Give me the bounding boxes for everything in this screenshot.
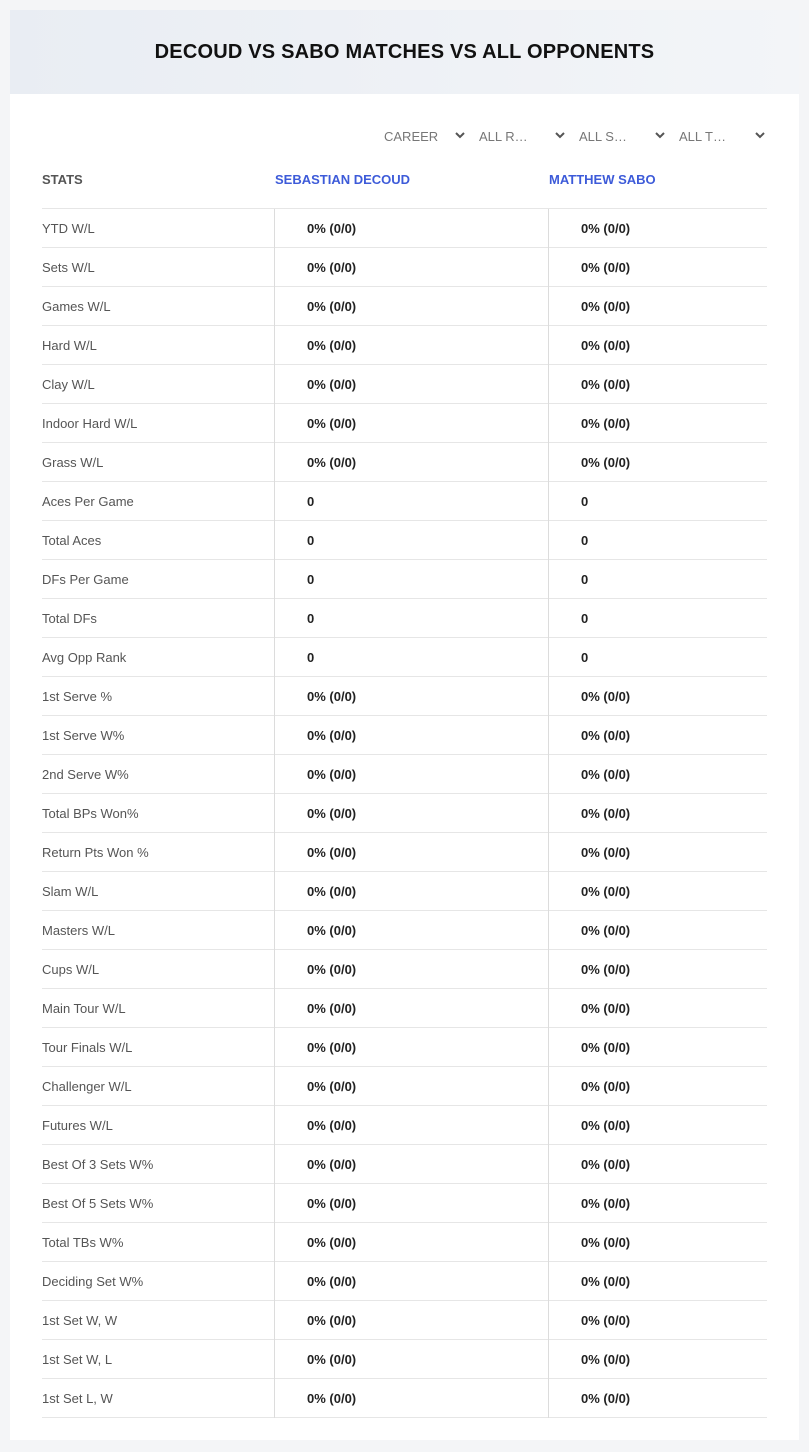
stat-label: Tour Finals W/L (42, 1040, 133, 1055)
table-row (42, 1106, 767, 1145)
player1-stat-value: 0% (0/0) (307, 728, 357, 743)
table-row (42, 677, 767, 716)
player1-stat-value: 0 (307, 572, 315, 587)
stat-label: Futures W/L (42, 1118, 113, 1133)
player2-stat-value: 0% (0/0) (581, 221, 631, 236)
stat-label: Cups W/L (42, 962, 100, 977)
column-divider (274, 248, 275, 287)
column-divider (548, 1106, 549, 1145)
player2-stat-value: 0% (0/0) (581, 260, 631, 275)
player1-stat-value: 0% (0/0) (307, 884, 357, 899)
stat-label: DFs Per Game (42, 572, 129, 587)
player1-stat-value: 0% (0/0) (307, 689, 357, 704)
stat-label: Aces Per Game (42, 494, 134, 509)
column-divider (548, 677, 549, 716)
player2-stat-value: 0 (581, 650, 589, 665)
table-row (42, 209, 767, 248)
table-row (42, 794, 767, 833)
column-divider (274, 911, 275, 950)
player2-stat-value: 0% (0/0) (581, 299, 631, 314)
stat-label: 1st Serve % (42, 689, 113, 704)
column-divider (548, 209, 549, 248)
player1-stat-value: 0% (0/0) (307, 1118, 357, 1133)
player1-stat-value: 0% (0/0) (307, 1157, 357, 1172)
filter-round-select[interactable] (479, 126, 566, 146)
column-divider (274, 560, 275, 599)
stat-label: Return Pts Won % (42, 845, 149, 860)
player1-stat-value: 0 (307, 533, 315, 548)
stat-label: YTD W/L (42, 221, 95, 236)
column-divider (274, 833, 275, 872)
player2-stat-value: 0% (0/0) (581, 1235, 631, 1250)
player1-stat-value: 0% (0/0) (307, 845, 357, 860)
chevron-down-icon (554, 129, 566, 141)
stat-label: 1st Set L, W (42, 1391, 113, 1406)
stat-label: 1st Set W, L (42, 1352, 113, 1367)
table-row (42, 521, 767, 560)
column-divider (274, 950, 275, 989)
stat-label: Total Aces (42, 533, 102, 548)
column-divider (548, 1184, 549, 1223)
column-divider (548, 248, 549, 287)
player2-stat-value: 0% (0/0) (581, 923, 631, 938)
table-row (42, 989, 767, 1028)
player1-stat-value: 0% (0/0) (307, 1001, 357, 1016)
column-divider (274, 599, 275, 638)
filter-surface-select[interactable] (579, 126, 666, 146)
player2-stat-value: 0% (0/0) (581, 884, 631, 899)
table-header (42, 170, 767, 209)
table-row (42, 638, 767, 677)
stat-label: 2nd Serve W% (42, 767, 129, 782)
stat-label: Total BPs Won% (42, 806, 139, 821)
column-divider (548, 1145, 549, 1184)
page-title: DECOUD VS SABO MATCHES VS ALL OPPONENTS (154, 40, 655, 63)
stat-label: Clay W/L (42, 377, 95, 392)
table-row (42, 833, 767, 872)
stat-label: Main Tour W/L (42, 1001, 126, 1016)
table-row (42, 1340, 767, 1379)
stats-column-header: STATS (42, 172, 83, 187)
player2-stat-value: 0% (0/0) (581, 1391, 631, 1406)
table-row (42, 287, 767, 326)
player2-stat-value: 0% (0/0) (581, 1118, 631, 1133)
player2-stat-value: 0% (0/0) (581, 962, 631, 977)
player2-stat-value: 0% (0/0) (581, 338, 631, 353)
column-divider (274, 482, 275, 521)
column-divider (274, 521, 275, 560)
player1-stat-value: 0% (0/0) (307, 299, 357, 314)
stat-label: Games W/L (42, 299, 111, 314)
table-row (42, 1301, 767, 1340)
stat-label: Grass W/L (42, 455, 104, 470)
table-row (42, 716, 767, 755)
table-row (42, 443, 767, 482)
table-row (42, 911, 767, 950)
column-divider (548, 1028, 549, 1067)
filter-tournament-label: ALL T… (679, 128, 726, 144)
table-row (42, 950, 767, 989)
column-divider (274, 443, 275, 482)
column-divider (548, 521, 549, 560)
player1-stat-value: 0 (307, 650, 315, 665)
player1-stat-value: 0% (0/0) (307, 1196, 357, 1211)
table-row (42, 482, 767, 521)
player2-stat-value: 0% (0/0) (581, 1079, 631, 1094)
column-divider (548, 716, 549, 755)
stat-label: Deciding Set W% (42, 1274, 144, 1289)
stat-label: Masters W/L (42, 923, 115, 938)
stat-label: Avg Opp Rank (42, 650, 127, 665)
table-row (42, 1223, 767, 1262)
player1-stat-value: 0 (307, 611, 315, 626)
table-row (42, 1145, 767, 1184)
player1-stat-value: 0% (0/0) (307, 1235, 357, 1250)
column-divider (274, 677, 275, 716)
filter-tournament-select[interactable] (679, 126, 766, 146)
player1-stat-value: 0% (0/0) (307, 1391, 357, 1406)
column-divider (548, 1379, 549, 1418)
player1-stat-value: 0% (0/0) (307, 1274, 357, 1289)
column-divider (274, 1067, 275, 1106)
column-divider (274, 209, 275, 248)
stat-label: Best Of 3 Sets W% (42, 1157, 154, 1172)
player1-stat-value: 0% (0/0) (307, 455, 357, 470)
player2-stat-value: 0% (0/0) (581, 1157, 631, 1172)
player2-stat-value: 0% (0/0) (581, 1196, 631, 1211)
column-divider (274, 1223, 275, 1262)
column-divider (548, 599, 549, 638)
column-divider (548, 1067, 549, 1106)
column-divider (548, 326, 549, 365)
filter-surface-label: ALL S… (579, 128, 627, 144)
column-divider (274, 1184, 275, 1223)
player2-stat-value: 0 (581, 611, 589, 626)
column-divider (274, 1106, 275, 1145)
player1-stat-value: 0% (0/0) (307, 767, 357, 782)
player1-stat-value: 0% (0/0) (307, 962, 357, 977)
chevron-down-icon (454, 129, 466, 141)
column-divider (274, 755, 275, 794)
player2-stat-value: 0% (0/0) (581, 1313, 631, 1328)
player1-stat-value: 0% (0/0) (307, 806, 357, 821)
column-divider (274, 872, 275, 911)
column-divider (274, 1262, 275, 1301)
chevron-down-icon (654, 129, 666, 141)
column-divider (548, 911, 549, 950)
player2-stat-value: 0% (0/0) (581, 455, 631, 470)
column-divider (548, 794, 549, 833)
table-row (42, 1067, 767, 1106)
column-divider (548, 482, 549, 521)
filter-period-select[interactable] (384, 126, 466, 146)
player2-stat-value: 0% (0/0) (581, 1040, 631, 1055)
player1-stat-value: 0% (0/0) (307, 1352, 357, 1367)
column-divider (274, 1301, 275, 1340)
stat-label: Challenger W/L (42, 1079, 132, 1094)
filter-period-label: CAREER (384, 128, 439, 144)
column-divider (548, 287, 549, 326)
column-divider (548, 1223, 549, 1262)
player2-column-header[interactable]: MATTHEW SABO (549, 172, 656, 187)
column-divider (274, 638, 275, 677)
column-divider (274, 1379, 275, 1418)
player1-stat-value: 0% (0/0) (307, 1040, 357, 1055)
filter-bar (10, 126, 799, 146)
column-divider (548, 872, 549, 911)
column-divider (274, 365, 275, 404)
table-row (42, 404, 767, 443)
column-divider (548, 755, 549, 794)
column-divider (548, 833, 549, 872)
player2-stat-value: 0% (0/0) (581, 377, 631, 392)
player2-stat-value: 0% (0/0) (581, 845, 631, 860)
column-divider (274, 716, 275, 755)
column-divider (548, 1262, 549, 1301)
player1-stat-value: 0% (0/0) (307, 377, 357, 392)
column-divider (548, 404, 549, 443)
stat-label: 1st Serve W% (42, 728, 125, 743)
table-row (42, 872, 767, 911)
table-row (42, 365, 767, 404)
column-divider (548, 638, 549, 677)
column-divider (548, 989, 549, 1028)
player2-stat-value: 0% (0/0) (581, 1352, 631, 1367)
stat-label: Best Of 5 Sets W% (42, 1196, 154, 1211)
column-divider (274, 1028, 275, 1067)
table-row (42, 560, 767, 599)
column-divider (274, 794, 275, 833)
player1-stat-value: 0 (307, 494, 315, 509)
player2-stat-value: 0 (581, 572, 589, 587)
stats-table-body (42, 209, 767, 1418)
table-row (42, 1184, 767, 1223)
player1-column-header[interactable]: SEBASTIAN DECOUD (275, 172, 411, 187)
player1-stat-value: 0% (0/0) (307, 260, 357, 275)
column-divider (548, 950, 549, 989)
column-divider (548, 1340, 549, 1379)
column-divider (274, 1145, 275, 1184)
player2-stat-value: 0% (0/0) (581, 1001, 631, 1016)
chevron-down-icon (754, 129, 766, 141)
player2-stat-value: 0 (581, 494, 589, 509)
column-divider (548, 443, 549, 482)
player2-stat-value: 0 (581, 533, 589, 548)
table-row (42, 1262, 767, 1301)
column-divider (274, 326, 275, 365)
player1-stat-value: 0% (0/0) (307, 1079, 357, 1094)
player1-stat-value: 0% (0/0) (307, 338, 357, 353)
player1-stat-value: 0% (0/0) (307, 1313, 357, 1328)
table-row (42, 599, 767, 638)
table-row (42, 1028, 767, 1067)
table-row (42, 755, 767, 794)
stat-label: Indoor Hard W/L (42, 416, 138, 431)
player2-stat-value: 0% (0/0) (581, 416, 631, 431)
column-divider (548, 365, 549, 404)
player1-stat-value: 0% (0/0) (307, 416, 357, 431)
table-row (42, 248, 767, 287)
player2-stat-value: 0% (0/0) (581, 728, 631, 743)
stat-label: Total DFs (42, 611, 97, 626)
stat-label: Slam W/L (42, 884, 99, 899)
player1-stat-value: 0% (0/0) (307, 221, 357, 236)
stat-label: Sets W/L (42, 260, 95, 275)
column-divider (548, 1301, 549, 1340)
table-row (42, 1379, 767, 1418)
column-divider (274, 989, 275, 1028)
player2-stat-value: 0% (0/0) (581, 1274, 631, 1289)
player2-stat-value: 0% (0/0) (581, 689, 631, 704)
card-header (10, 10, 799, 94)
column-divider (274, 287, 275, 326)
player1-stat-value: 0% (0/0) (307, 923, 357, 938)
stat-label: 1st Set W, W (42, 1313, 118, 1328)
stats-card (10, 10, 799, 1440)
filter-round-label: ALL R… (479, 128, 528, 144)
table-row (42, 326, 767, 365)
stat-label: Total TBs W% (42, 1235, 124, 1250)
player2-stat-value: 0% (0/0) (581, 767, 631, 782)
stat-label: Hard W/L (42, 338, 97, 353)
column-divider (274, 404, 275, 443)
column-divider (548, 560, 549, 599)
column-divider (274, 1340, 275, 1379)
player2-stat-value: 0% (0/0) (581, 806, 631, 821)
